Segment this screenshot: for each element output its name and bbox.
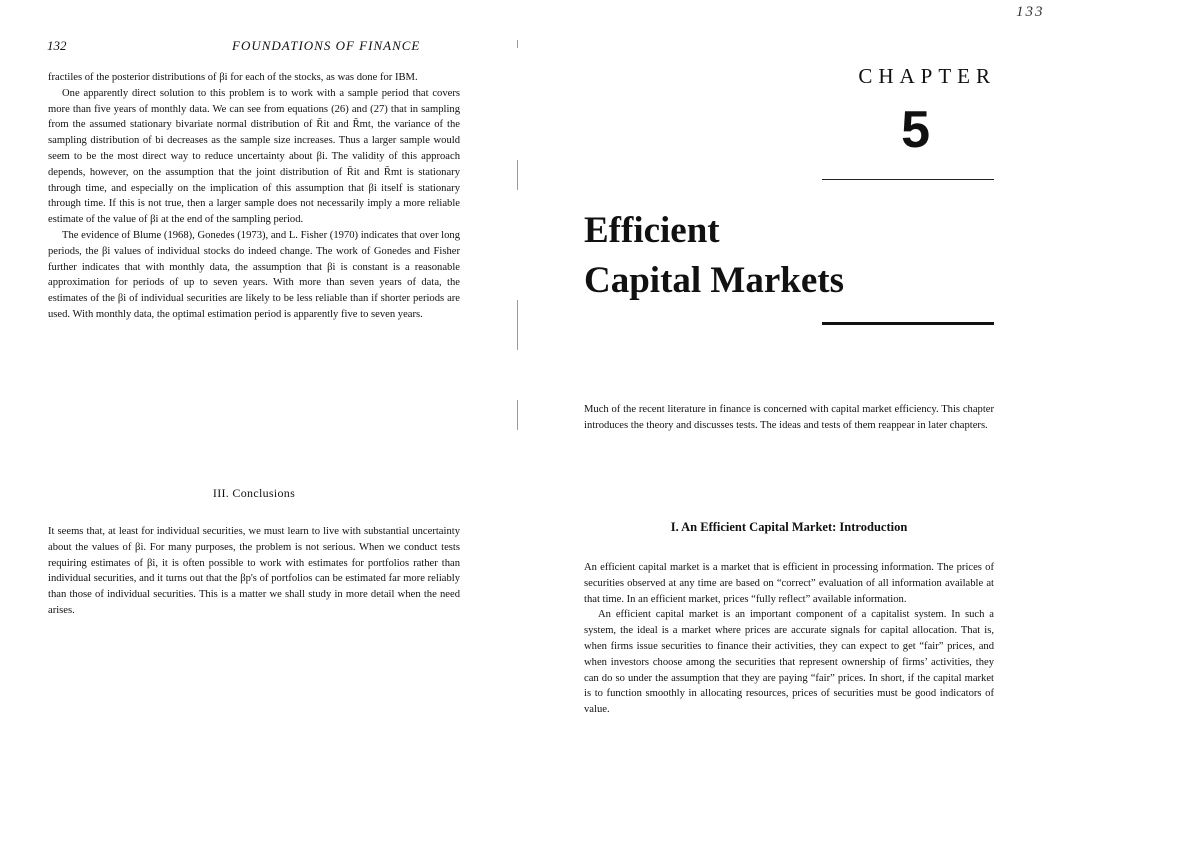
- paragraph: It seems that, at least for individual securities, we must learn to live with substantial uncertainty about the values of βi. For many purposes, the problem is not serious. When we conduct tests requiring estimates of βi, it is often possible to work with estimates for portfolios rather than individual securities, and it turns out that the βp's of portfolios can be estimated far more reliably than those of individual securities. This is a matter we shall study in more detail when the need arises.: [48, 526, 460, 616]
- gutter-mark: [517, 40, 518, 48]
- paragraph: An efficient capital market is an important component of a capitalist system. In such a system, the ideal is a market where prices are accurate signals for capital allocation. That is, when firms issue securities to finance their activities, they can expect to get “fair” prices, and when investors choose among the securities that represent ownership of firms’ activities, they can do so under the assumption that they are paying “fair” prices. In short, if the capital market is to function smoothly in allocating resources, prices of securities must be good indicators of value.: [584, 609, 994, 716]
- chapter-number: 5: [901, 101, 930, 159]
- paragraph: Much of the recent literature in finance is concerned with capital market efficiency. This chapter introduces the theory and discusses tests. The ideas and tests of them reappear in later chapters.: [584, 404, 994, 431]
- conclusion-text: [48, 524, 460, 619]
- right-body-text: [584, 560, 994, 718]
- paragraph: fractiles of the posterior distributions of βi for each of the stocks, as was done for IBM.: [48, 72, 418, 83]
- chapter-title-line: Efficient: [584, 210, 720, 251]
- paragraph: The evidence of Blume (1968), Gonedes (1973), and L. Fisher (1970) indicates that over long periods, the βi values of individual stocks do indeed change. The work of Gonedes and Fisher further indicates that with monthly data, the assumption that βi is constant is a reasonable approximation for periods of up to seven years. With more than seven years of data, the estimates of the βi of individual securities are likely to be less reliable than if shorter periods are used. With monthly data, the optimal estimation period is apparently five to seven years.: [48, 229, 460, 320]
- chapter-title-line: Capital Markets: [584, 260, 844, 301]
- chapter-label: CHAPTER: [858, 64, 996, 88]
- page-number: 132: [47, 38, 67, 53]
- gutter-mark: [517, 300, 518, 350]
- handwritten-page-number: 133: [1016, 4, 1045, 20]
- gutter-mark: [517, 400, 518, 430]
- divider: [822, 322, 994, 325]
- gutter-mark: [517, 160, 518, 190]
- section-heading-conclusions: III. Conclusions: [212, 486, 296, 500]
- running-title: FOUNDATIONS OF FINANCE: [232, 38, 421, 53]
- paragraph: An efficient capital market is a market that is efficient in processing information. The prices of securities observed at any time are based on “correct” evaluation of all information available at that time. In an efficient market, prices “fully reflect” available information.: [584, 562, 994, 605]
- divider: [822, 179, 994, 180]
- left-body-text: [48, 70, 460, 323]
- chapter-title: [584, 206, 844, 306]
- paragraph: One apparently direct solution to this problem is to work with a sample period that covers more than five years of monthly data. We can see from equations (26) and (27) that in sampling from the assumed stationary bivariate normal distribution of R̃it and R̃mt, the variance of the sampling distribution of bi decreases as the sample size increases. Thus a larger sample would seem to be the most direct way to reduce uncertainty about βi. The validity of this approach depends, however, on the assumption that the joint distribution of R̃it and R̃mt is stationary through time, and especially on the implication of this assumption that βi itself is stationary through time. If this is not true, then a larger sample does not necessarily imply a more reliable estimate of the value of βi at the end of the sampling period.: [48, 87, 460, 226]
- chapter-intro: [584, 402, 994, 434]
- section-heading-introduction: I. An Efficient Capital Market: Introduction: [670, 520, 908, 534]
- left-page: [0, 0, 560, 854]
